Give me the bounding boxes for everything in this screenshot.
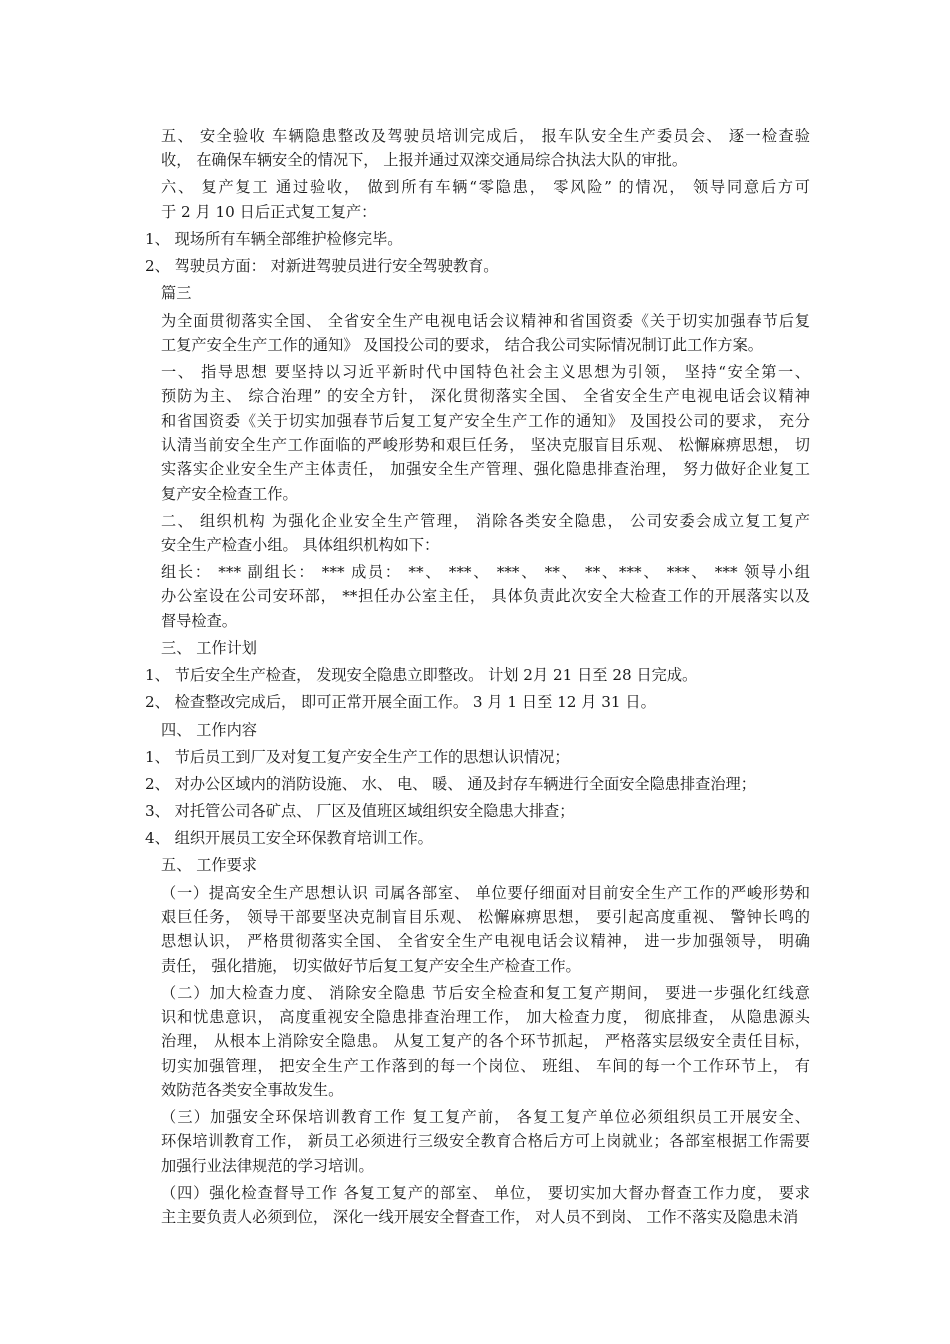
text-line: （四）强化检查督导工作 各复工复产的部室、 单位， 要切实加大督办督查工作力度， 要求 — [161, 1183, 810, 1202]
text-line: 二、 组织机构 为强化企业安全生产管理， 消除各类安全隐患， 公司安委会成立复工复产 — [161, 511, 810, 530]
text-line: 实落实企业安全生产主体责任， 加强安全生产管理、强化隐患排查治理， 努力做好企业复工 — [161, 460, 810, 479]
paragraph — [145, 745, 810, 769]
paragraph — [145, 772, 810, 796]
text-line: 和省国资委《关于切实加强春节后复工复产安全生产工作的通知》 及国投公司的要求， 充分 — [161, 411, 810, 430]
paragraph — [145, 509, 810, 558]
text-line: 组长： *** 副组长： *** 成员： **、 ***、 ***、 **、 **、***、 ***、 *** 领导小组 — [161, 563, 810, 582]
paragraph — [145, 360, 810, 506]
paragraph — [145, 663, 810, 687]
paragraph — [145, 1181, 810, 1230]
text-line: 2、 检查整改完成后， 即可正常开展全面工作。 3 月 1 日至 12 月 31 日。 — [145, 693, 656, 712]
text-line: 认清当前安全生产工作面临的严峻形势和艰巨任务， 坚决克服盲目乐观、 松懈麻痹思想， 切 — [161, 435, 810, 454]
text-line: 六、 复产复工 通过验收， 做到所有车辆“零隐患， 零风险” 的情况， 领导同意后方可 — [161, 178, 810, 197]
paragraph — [145, 309, 810, 358]
text-line: 篇三 — [161, 284, 192, 303]
paragraph — [145, 227, 810, 251]
text-line: 为全面贯彻落实全国、 全省安全生产电视电话会议精神和省国资委《关于切实加强春节后复 — [161, 311, 810, 330]
text-line: 三、 工作计划 — [161, 638, 257, 657]
text-line: 切实加强管理， 把安全生产工作落到的每一个岗位、 班组、 车间的每一个工作环节上， 有 — [161, 1056, 810, 1075]
text-line: （二）加大检查力度、 消除安全隐患 节后安全检查和复工复产期间， 要进一步强化红线意 — [161, 983, 810, 1002]
text-line: 办公室设在公司安环部， **担任办公室主任， 具体负责此次安全大检查工作的开展落实以及 — [161, 587, 810, 606]
paragraph — [145, 124, 810, 173]
text-line: 1、 节后员工到厂及对复工复产安全生产工作的思想认识情况； — [145, 747, 570, 766]
text-line: 主主要负责人必须到位， 深化一线开展安全督查工作， 对人员不到岗、 工作不落实及隐患未消 — [161, 1208, 799, 1227]
paragraph — [145, 718, 810, 742]
text-line: 五、 工作要求 — [161, 856, 257, 875]
paragraph — [145, 560, 810, 633]
text-line: 责任， 强化措施， 切实做好节后复工复产安全生产检查工作。 — [161, 956, 581, 975]
text-line: 思想认识， 严格贯彻落实全国、 全省安全生产电视电话会议精神， 进一步加强领导， 明确 — [161, 932, 810, 951]
document-body — [145, 124, 810, 1232]
text-line: （三）加强安全环保培训教育工作 复工复产前， 各复工复产单位必须组织员工开展安全、 — [161, 1108, 810, 1127]
paragraph — [145, 1105, 810, 1178]
text-line: 安全生产检查小组。 具体组织机构如下： — [161, 535, 440, 554]
text-line: 1、 现场所有车辆全部维护检修完毕。 — [145, 229, 403, 248]
paragraph — [145, 881, 810, 978]
text-line: 治理， 从根本上消除安全隐患。 从复工复产的各个环节抓起， 严格落实层级安全责任目标， — [161, 1032, 810, 1051]
paragraph — [145, 281, 810, 305]
text-line: 环保培训教育工作， 新员工必须进行三级安全教育合格后方可上岗就业；各部室根据工作需要 — [161, 1132, 810, 1151]
text-line: 3、 对托管公司各矿点、 厂区及值班区域组织安全隐患大排查； — [145, 802, 575, 821]
paragraph — [145, 254, 810, 278]
paragraph — [145, 981, 810, 1102]
text-line: 2、 驾驶员方面： 对新进驾驶员进行安全驾驶教育。 — [145, 257, 499, 276]
text-line: 五、 安全验收 车辆隐患整改及驾驶员培训完成后， 报车队安全生产委员会、 逐一检查验 — [161, 127, 810, 145]
text-line: 收， 在确保车辆安全的情况下， 上报并通过双滦交通局综合执法大队的审批。 — [161, 151, 688, 170]
text-line: 1、 节后安全生产检查， 发现安全隐患立即整改。 计划 2月 21 日至 28 日完成。 — [145, 666, 698, 685]
text-line: 督导检查。 — [161, 611, 237, 630]
text-line: 于 2 月 10 日后正式复工复产： — [161, 202, 377, 221]
text-line: 预防为主、 综合治理” 的安全方针， 深化贯彻落实全国、 全省安全生产电视电话会议精神 — [161, 387, 810, 406]
text-line: 效防范各类安全事故发生。 — [161, 1080, 344, 1099]
text-line: 一、 指导思想 要坚持以习近平新时代中国特色社会主义思想为引领， 坚持“安全第一、 — [161, 363, 810, 382]
text-line: 艰巨任务， 领导干部要坚决克制盲目乐观、 松懈麻痹思想， 要引起高度重视、 警钟长鸣的 — [161, 907, 810, 926]
text-line: 2、 对办公区域内的消防设施、 水、 电、 暖、 通及封存车辆进行全面安全隐患排查治理； — [145, 774, 756, 793]
text-line: 识和忧患意识， 高度重视安全隐患排查治理工作， 加大检查力度， 彻底排查， 从隐患源头 — [161, 1008, 810, 1027]
text-line: 复产安全检查工作。 — [161, 484, 298, 503]
text-line: 4、 组织开展员工安全环保教育培训工作。 — [145, 829, 433, 848]
text-line: 四、 工作内容 — [161, 720, 257, 739]
paragraph — [145, 690, 810, 714]
paragraph — [145, 799, 810, 823]
text-line: 工复产安全生产工作的通知》 及国投公司的要求， 结合我公司实际情况制订此工作方案。 — [161, 335, 763, 354]
text-line: （一）提高安全生产思想认识 司属各部室、 单位要仔细面对目前安全生产工作的严峻形势和 — [161, 883, 810, 902]
paragraph — [145, 853, 810, 877]
paragraph — [145, 636, 810, 660]
paragraph — [145, 826, 810, 850]
text-line: 加强行业法律规范的学习培训。 — [161, 1156, 374, 1175]
paragraph — [145, 175, 810, 224]
